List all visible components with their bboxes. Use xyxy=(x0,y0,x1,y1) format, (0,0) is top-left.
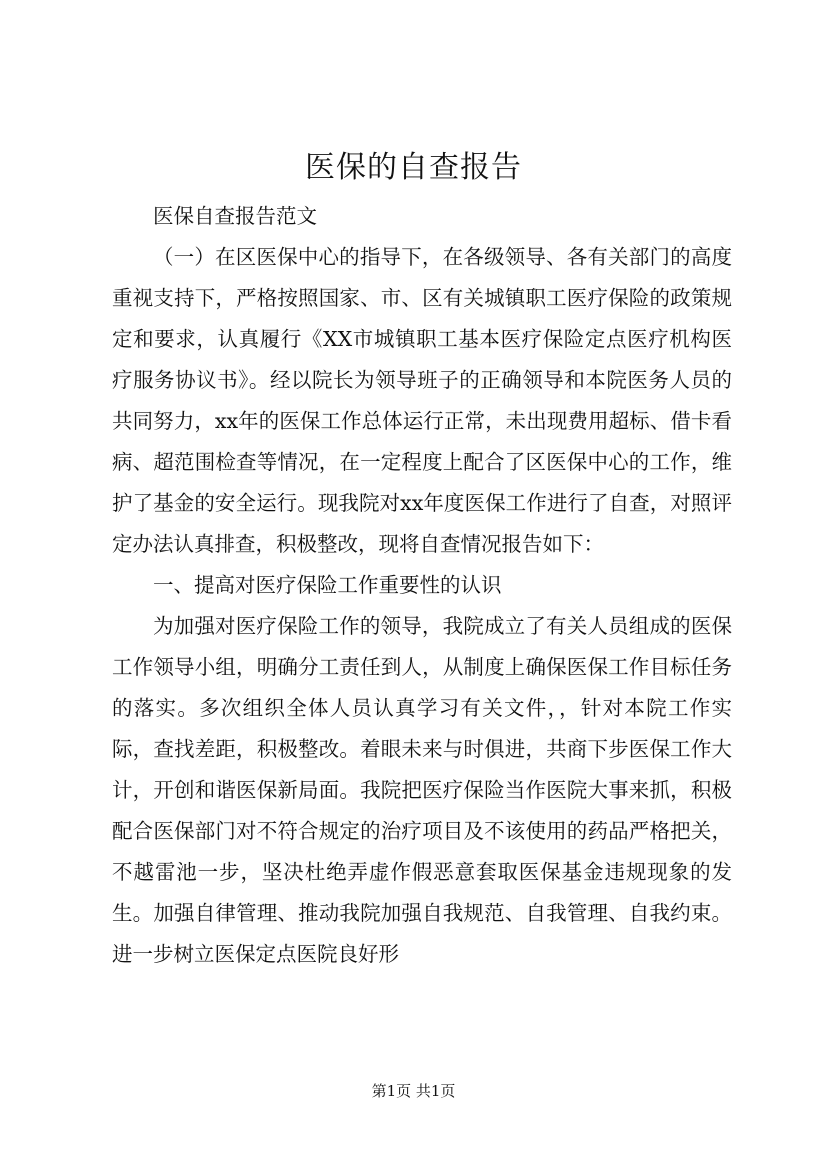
document-subtitle: 医保自查报告范文 xyxy=(153,204,317,228)
paragraph-1: （一）在区医保中心的指导下，在各级领导、各有关部门的高度重视支持下，严格按照国家、市、区有关城镇职工医疗保险的政策规定和要求，认真履行《XX市城镇职工基本医疗保险定点医疗机构医疗服务协议书》。经以院长为领导班子的正确领导和本院医务人员的共同努力，xx年的医保工作总体运行正常，未出现费用超标、借卡看病、超范围检查等情况，在一定程度上配合了区医保中心的工作，维护了基金的安全运行。现我院对xx年度医保工作进行了自查，对照评定办法认真排查，积极整改，现将自查情况报告如下： xyxy=(112,245,732,556)
paragraph-2: 为加强对医疗保险工作的领导，我院成立了有关人员组成的医保工作领导小组，明确分工责任到人，从制度上确保医保工作目标任务的落实。多次组织全体人员认真学习有关文件，，针对本院工作实际，查找差距，积极整改。着眼未来与时俱进，共商下步医保工作大计，开创和谐医保新局面。我院把医疗保险当作医院大事来抓，积极配合医保部门对不符合规定的治疗项目及不该使用的药品严格把关，不越雷池一步，坚决杜绝弄虚作假恶意套取医保基金违规现象的发生。加强自律管理、推动我院加强自我规范、自我管理、自我约束。进一步树立医保定点医院良好形 xyxy=(112,614,732,966)
document-title: 医保的自查报告 xyxy=(305,150,522,185)
section-heading-1: 一、提高对医疗保险工作重要性的认识 xyxy=(153,573,502,597)
document-body xyxy=(112,196,732,975)
page-number-footer: 第1页 共1页 xyxy=(371,1082,456,1100)
